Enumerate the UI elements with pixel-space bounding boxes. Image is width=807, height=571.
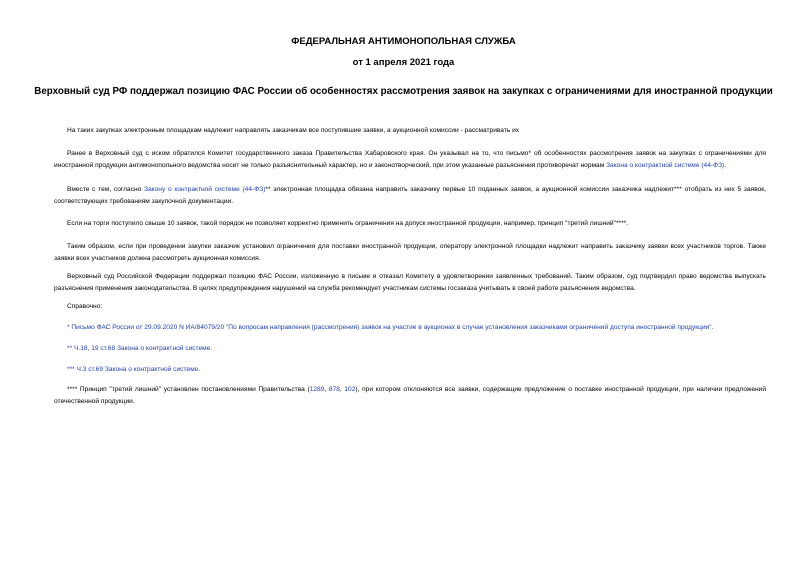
reference-label: Справочно: <box>67 303 103 310</box>
page-title: Верховный суд РФ поддержал позицию ФАС России об особенностях рассмотрения заявок на закупках с ограничениями для иностранной продукции <box>34 86 773 97</box>
paragraph-procedure-pre: Вместе с тем, согласно <box>67 186 145 193</box>
paragraph-procedure-text: ** электронная площадка обязана направить заказчику первые 10 поданных заявок, а аукционной комиссии заказчика надлежит*** отобрать из них 5 заявок, соответствующих требованиям закупочной документации. <box>54 186 767 205</box>
reference-3 <box>54 364 766 376</box>
reference-4-pre: **** Принцип "третий лишний" установлен постановлениями Правительства ( <box>67 386 310 393</box>
separator: , <box>339 386 345 393</box>
paragraph-lawsuit-text: Ранее в Верховный суд с иском обратился Комитет государственного заказа Правительства Хабаровского края. Он указывал на то, что письмо* об особенностях рассмотрения заявок на закупках с ограничениями для иностранной продукции антимонопольного ведомства носит не только разъяснительный характер, но и законотворческий, при этом указанные разъяснения противоречат нормам <box>54 150 766 169</box>
paragraph-conclusion: Таким образом, если при проведении закупки заказчик установил ограничения для поставки иностранной продукции, оператору электронной площадки надлежит направить заказчику заявки всех участников торгов. Также заявки всех участников должна рассмотреть аукционная комиссия. <box>54 243 766 262</box>
reference-1-link[interactable]: * Письмо ФАС России от 29.09.2020 N ИА/84079/20 "По вопросам направления (рассмотрения) заявок на участие в аукционах в случае установления заказчиками ограничений доступа иностранной продукции". <box>67 324 714 331</box>
reference-3-link[interactable]: *** Ч.3 ст.69 Закона о контрактной системе. <box>67 366 201 373</box>
reference-2-link[interactable]: ** Ч.18, 19 ст.68 Закона о контрактной системе. <box>67 345 213 352</box>
paragraph-lawsuit-tail: . <box>724 161 727 169</box>
paragraph-procedure <box>54 184 766 207</box>
resolution-878-link[interactable]: 878 <box>328 386 340 393</box>
law-link[interactable]: Закону о контрактной системе (44-ФЗ) <box>144 186 266 193</box>
paragraph-lawsuit <box>54 148 766 171</box>
law-link[interactable]: Закона о контрактной системе (44-ФЗ) <box>606 161 725 169</box>
separator: , <box>324 386 329 393</box>
paragraph-over-ten: Если на торги поступило свыше 10 заявок, такой порядок не позволяет корректно применить ограничения на допуск иностранной продукции, например, принцип "третий лишний"****. <box>67 220 629 227</box>
paragraph-summary: На таких закупках электронным площадкам надлежит направлять заказчикам все поступившие заявки, а аукционной комиссии - рассматривать их <box>67 127 520 134</box>
date-heading: от 1 апреля 2021 года <box>352 57 455 68</box>
reference-1 <box>54 322 766 334</box>
reference-2 <box>54 343 766 355</box>
reference-4 <box>54 384 766 407</box>
agency-heading: ФЕДЕРАЛЬНАЯ АНТИМОНОПОЛЬНАЯ СЛУЖБА <box>291 36 516 47</box>
resolution-102-link[interactable]: 102 <box>344 386 356 393</box>
resolution-1289-link[interactable]: 1289 <box>309 386 325 393</box>
paragraph-court-decision: Верховный суд Российской Федерации поддержал позицию ФАС России, изложенную в письме и отказал Комитету в удовлетворении заявленных требований. Таким образом, суд подтвердил право ведомства выпускать разъяснения применения законодательства. В целях предупреждения нарушений на служба рекомендует участникам системы госзаказа учитывать в своей работе разъяснения ведомства. <box>54 273 766 292</box>
reference-4-post: ), при котором отклоняются все заявки, содержащие предложение о поставке иностранной продукции, при наличии предложений отечественной продукции. <box>54 386 767 405</box>
